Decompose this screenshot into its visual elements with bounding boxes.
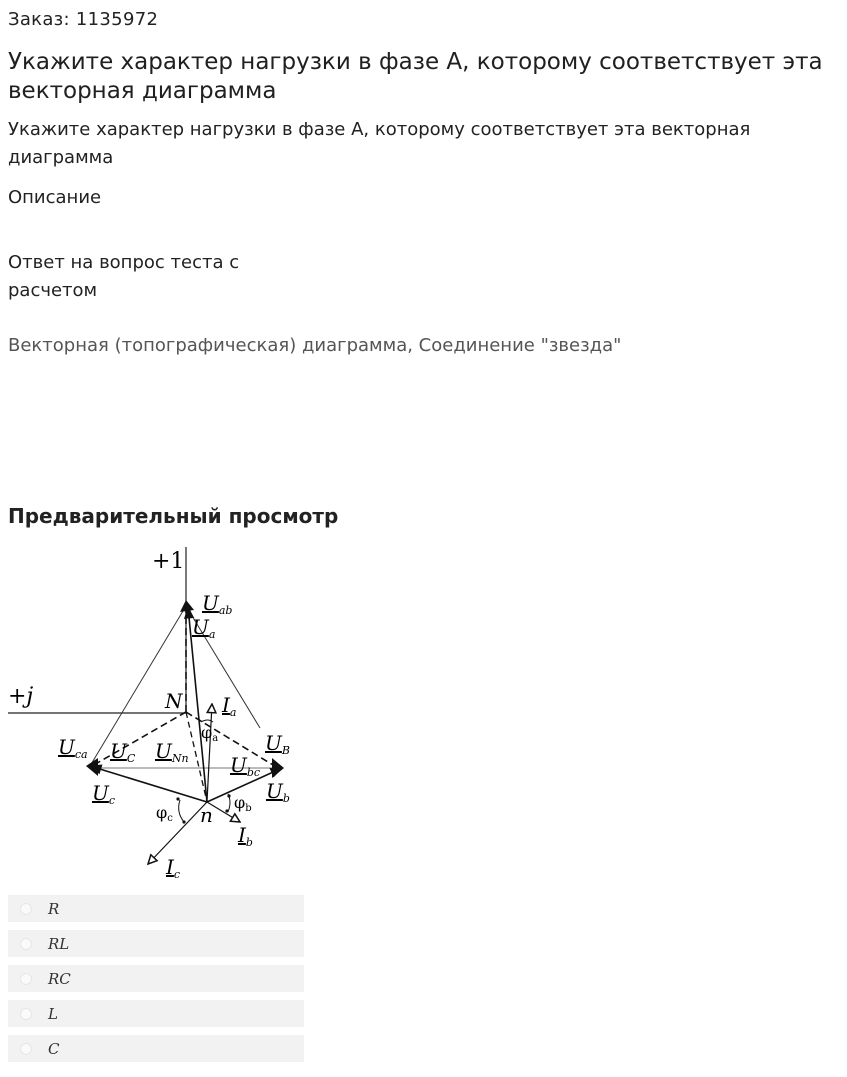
option-label: C xyxy=(48,1039,60,1058)
vector-diagram xyxy=(0,540,310,885)
option-RL[interactable] xyxy=(8,926,304,961)
label-Uca: $U_{ca}$ xyxy=(58,735,88,761)
option-C[interactable] xyxy=(8,1031,304,1066)
description-label: Описание xyxy=(8,187,102,208)
option-label: R xyxy=(48,899,60,918)
label-Ub: $U_b$ xyxy=(266,779,290,805)
label-UC: $U_C$ xyxy=(110,739,136,765)
radio-R[interactable] xyxy=(20,903,32,915)
imag-axis-label: +j xyxy=(8,684,34,709)
real-axis-label: +1 xyxy=(152,549,185,574)
label-Ua: $U_a$ xyxy=(192,615,216,641)
label-phic: φc xyxy=(156,803,173,824)
label-Ib: $I_b$ xyxy=(238,823,253,849)
vertex-b-marker xyxy=(272,758,284,778)
vertex-a-marker xyxy=(180,600,194,612)
label-UB: $U_B$ xyxy=(265,731,290,757)
radio-L[interactable] xyxy=(20,1008,32,1020)
node-n-label: n xyxy=(200,803,213,827)
label-Uc: $U_c$ xyxy=(92,781,116,807)
label-Ic: $I_c$ xyxy=(166,855,181,881)
answer-options xyxy=(8,891,304,1066)
option-L[interactable] xyxy=(8,996,304,1031)
radio-RL[interactable] xyxy=(20,938,32,950)
current-a xyxy=(207,704,212,802)
answer-description: Ответ на вопрос теста с расчетом xyxy=(8,252,240,301)
label-Ubc: $U_{bc}$ xyxy=(230,753,261,779)
node-N-label: N xyxy=(165,689,183,713)
order-number: Заказ: 1135972 xyxy=(8,9,159,30)
label-phib: φb xyxy=(234,793,252,814)
option-RC[interactable] xyxy=(8,961,304,996)
page-title: Укажите характер нагрузки в фазе А, которому соответствует эта векторная диаграмма xyxy=(8,49,823,104)
option-label: RL xyxy=(48,934,70,953)
radio-C[interactable] xyxy=(20,1043,32,1055)
option-label: L xyxy=(48,1004,58,1023)
label-UNn: $U_{Nn}$ xyxy=(155,739,189,765)
phi-c-arc xyxy=(179,800,184,822)
preview-heading: Предварительный просмотр xyxy=(8,504,339,528)
radio-RC[interactable] xyxy=(20,973,32,985)
label-Uab: $U_{ab}$ xyxy=(202,591,233,617)
vertex-c-marker xyxy=(86,758,98,776)
category-link[interactable]: Векторная (топографическая) диаграмма, Соединение "звезда" xyxy=(8,335,622,356)
option-R[interactable] xyxy=(8,891,304,926)
question-text: Укажите характер нагрузки в фазе А, которому соответствует эта векторная диаграмма xyxy=(8,119,751,168)
option-label: RC xyxy=(48,969,71,988)
label-Ia: $I_a$ xyxy=(222,693,237,719)
label-phia: φa xyxy=(201,723,219,744)
